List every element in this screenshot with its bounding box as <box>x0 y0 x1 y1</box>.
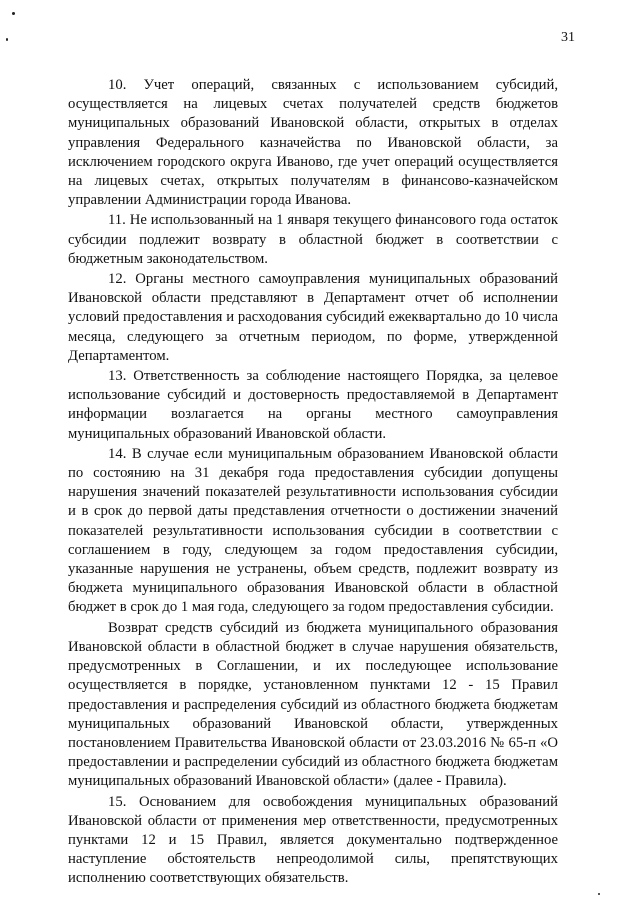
paragraph-11: 11. Не использованный на 1 января текущего финансового года остаток субсидии подлежит возврату в областной бюджет в соответствии с бюджетным законодательством. <box>68 212 558 267</box>
paragraph-15: 15. Основанием для освобождения муниципальных образований Ивановской области от применения мер ответственности, предусмотренных пунктами 12 и 15 Правил, является документально подтвержденное наступление обстоятельств непреодолимой силы, препятствующих исполнению соответствующих обязательств. <box>68 793 558 887</box>
document-body <box>68 76 558 890</box>
paragraph-12: 12. Органы местного самоуправления муниципальных образований Ивановской области представляют в Департамент отчет об исполнении условий предоставления и расходования субсидий ежеквартально до 10 числа месяца, следующего за отчетным периодом, по форме, утвержденной Департаментом. <box>68 271 558 364</box>
paragraph-refund: Возврат средств субсидий из бюджета муниципального образования Ивановской области в областной бюджет в случае нарушения обязательств, предусмотренных в Соглашении, и их последующее использование осуществляется в порядке, установленном пунктами 12 - 15 Правил предоставления и распределения субсидий из областного бюджета бюджетам муниципальных образований Ивановской области, утвержденных постановлением Правительства Ивановской области от 23.03.2016 № 65-п «О предоставлении и распределении субсидий из областного бюджета бюджетам муниципальных образований Ивановской области» (далее - Правила). <box>68 619 558 790</box>
paragraph-14: 14. В случае если муниципальным образованием Ивановской области по состоянию на 31 декабря года предоставления субсидии допущены нарушения значений показателей результативности использования субсидии и в срок до первой даты представления отчетности о достижении значений показателей результативности использования субсидии в соответствии с соглашением в году, следующем за годом предоставления субсидии, указанные нарушения не устранены, объем средств, подлежит возврату из бюджета муниципального образования Ивановской области в областной бюджет в срок до 1 мая года, следующего за годом предоставления субсидии. <box>68 445 558 616</box>
paragraph-13: 13. Ответственность за соблюдение настоящего Порядка, за целевое использование субсидий и достоверность предоставляемой в Департамент информации возлагается на органы местного самоуправления муниципальных образований Ивановской области. <box>68 368 558 442</box>
scan-speck <box>6 38 8 41</box>
scan-speck <box>12 12 15 15</box>
page-number: 31 <box>561 30 575 45</box>
paragraph-10: 10. Учет операций, связанных с использованием субсидий, осуществляется на лицевых счетах получателей средств бюджетов муниципальных образований Ивановской области, открытых в отделах управления Федерального казначейства по Ивановской области, за исключением городского округа Иваново, где учет операций осуществляется на лицевых счетах, открытых получателям в финансово-казначейском управлении Администрации города Иванова. <box>68 77 558 209</box>
scan-speck <box>598 893 600 895</box>
